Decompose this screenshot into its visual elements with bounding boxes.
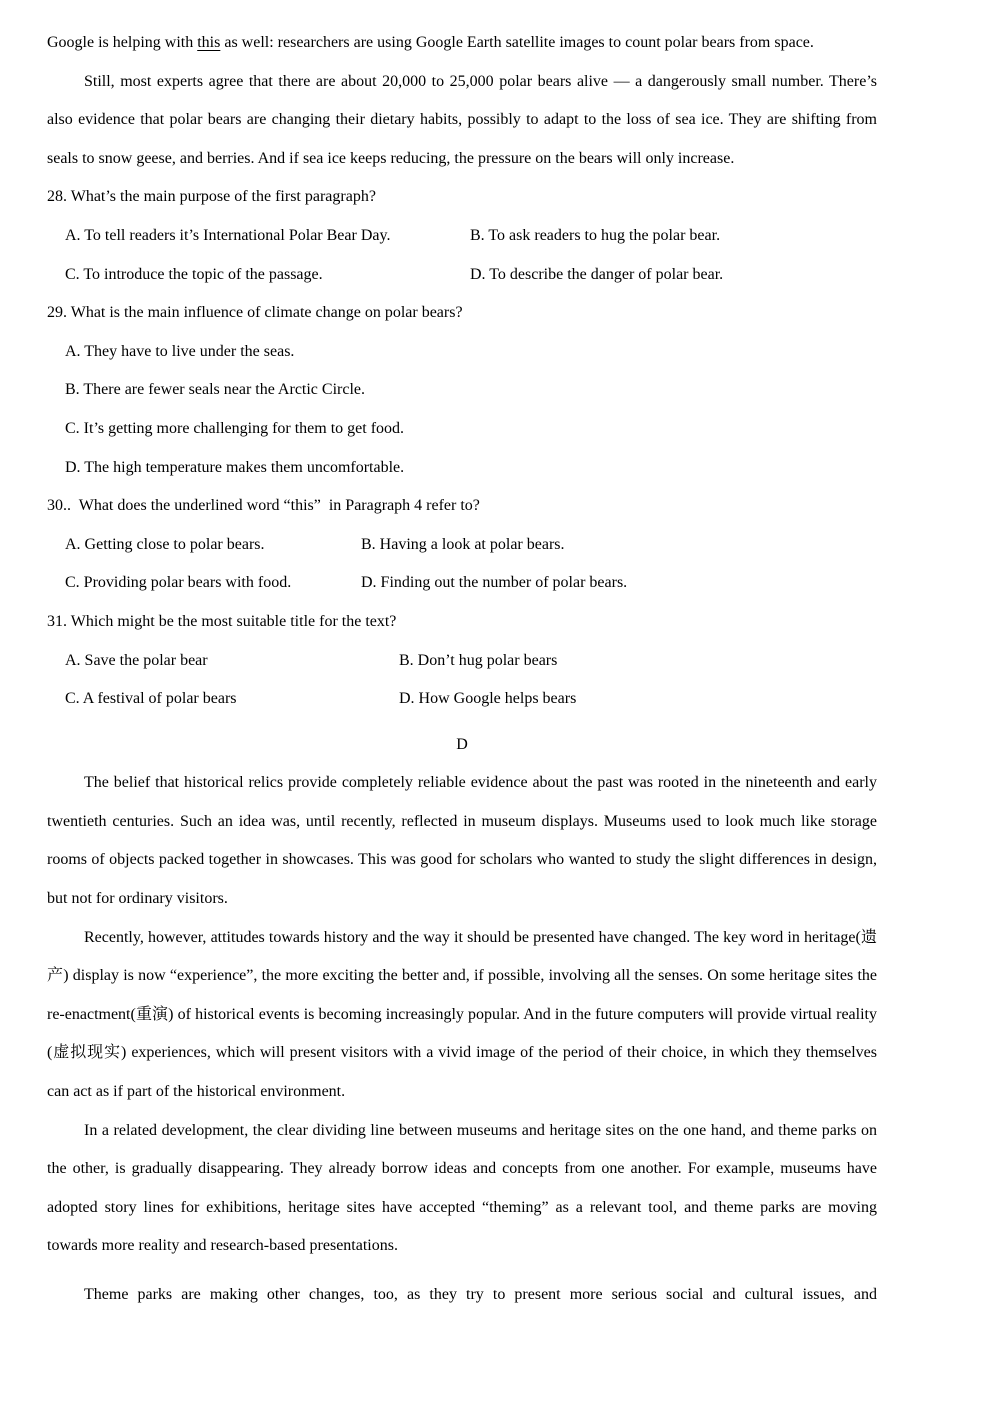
option-31-d: D. How Google helps bears	[399, 690, 577, 708]
passage-d-paragraph-4-truncated: Theme parks are making other changes, too, as they try to present more serious social and cultural issues, and	[84, 1286, 877, 1303]
underlined-word-this: this	[197, 34, 221, 51]
passage-d-paragraph-1: The belief that historical relics provide completely reliable evidence about the past was rooted in the nineteenth and early twentieth centuries. Such an idea was, until recently, reflected in museum displays. Museums used to look much like storage rooms of objects packed together in showcases. This was good for scholars who wanted to study the slight differences in design, but not for ordinary visitors.	[47, 774, 877, 908]
option-28-b: B. To ask readers to hug the polar bear.	[470, 226, 721, 244]
passage-c-final-paragraph	[47, 24, 877, 63]
question-30-stem: 30.. What does the underlined word “this” in Paragraph 4 refer to?	[47, 497, 480, 515]
option-30-b: B. Having a look at polar bears.	[361, 535, 565, 553]
option-29-c: C. It’s getting more challenging for them to get food.	[65, 419, 405, 437]
text-column	[47, 24, 877, 1315]
question-28-stem: 28. What’s the main purpose of the first paragraph?	[47, 188, 376, 206]
question-28-options-row-1	[65, 217, 877, 256]
option-28-c: C. To introduce the topic of the passage.	[65, 265, 323, 283]
question-29-stem: 29. What is the main influence of climate change on polar bears?	[47, 304, 463, 322]
option-29-d: D. The high temperature makes them uncomfortable.	[65, 458, 405, 476]
option-31-a: A. Save the polar bear	[65, 651, 208, 669]
passage-d-paragraph-3: In a related development, the clear dividing line between museums and heritage sites on the one hand, and theme parks on the other, is gradually disappearing. They already borrow ideas and concepts from one another. For example, museums have adopted story lines for exhibitions, heritage sites have accepted “theming” as a relevant tool, and theme parks are moving towards more reality and research-based presentations.	[47, 1121, 877, 1255]
passage-c-paragraph-experts: Still, most experts agree that there are about 20,000 to 25,000 polar bears alive — a dangerously small number. There’s also evidence that polar bears are changing their dietary habits, possibly to adapt to the loss of sea ice. They are shifting from seals to snow geese, and berries. And if sea ice keeps reducing, the pressure on the bears will only increase.	[47, 72, 877, 167]
option-30-d: D. Finding out the number of polar bears.	[361, 574, 628, 592]
passage-c-post-text: as well: researchers are using Google Earth satellite images to count polar bears from space.	[220, 34, 814, 51]
section-d-heading: D	[456, 735, 468, 753]
option-29-b: B. There are fewer seals near the Arctic Circle.	[65, 381, 365, 399]
question-31-options-row-1	[65, 642, 877, 681]
question-28-options-row-2	[65, 256, 877, 295]
question-31-stem: 31. Which might be the most suitable title for the text?	[47, 612, 397, 630]
question-29	[47, 294, 877, 487]
option-28-d: D. To describe the danger of polar bear.	[470, 265, 724, 283]
question-30-options-row-2	[65, 564, 877, 603]
question-30	[47, 487, 877, 603]
option-31-b: B. Don’t hug polar bears	[399, 651, 558, 669]
option-30-c: C. Providing polar bears with food.	[65, 574, 292, 592]
question-31	[47, 603, 877, 719]
question-30-options-row-1	[65, 526, 877, 565]
question-28	[47, 178, 877, 294]
passage-d-paragraph-2: Recently, however, attitudes towards history and the way it should be presented have changed. The key word in heritage(遗产) display is now “experience”, the more exciting the better and, if possible, involving all the senses. On some heritage sites the re-enactment(重演) of historical events is becoming increasingly popular. And in the future computers will provide virtual reality (虚拟现实) experiences, which will present visitors with a vivid image of the period of their choice, in which they themselves can act as if part of the historical environment.	[47, 928, 878, 1101]
passage-c-pre-text: Google is helping with	[47, 34, 198, 51]
option-28-a: A. To tell readers it’s International Polar Bear Day.	[65, 226, 391, 244]
option-29-a: A. They have to live under the seas.	[65, 342, 295, 360]
option-30-a: A. Getting close to polar bears.	[65, 535, 265, 553]
question-31-options-row-2	[65, 680, 877, 719]
option-31-c: C. A festival of polar bears	[65, 690, 237, 708]
